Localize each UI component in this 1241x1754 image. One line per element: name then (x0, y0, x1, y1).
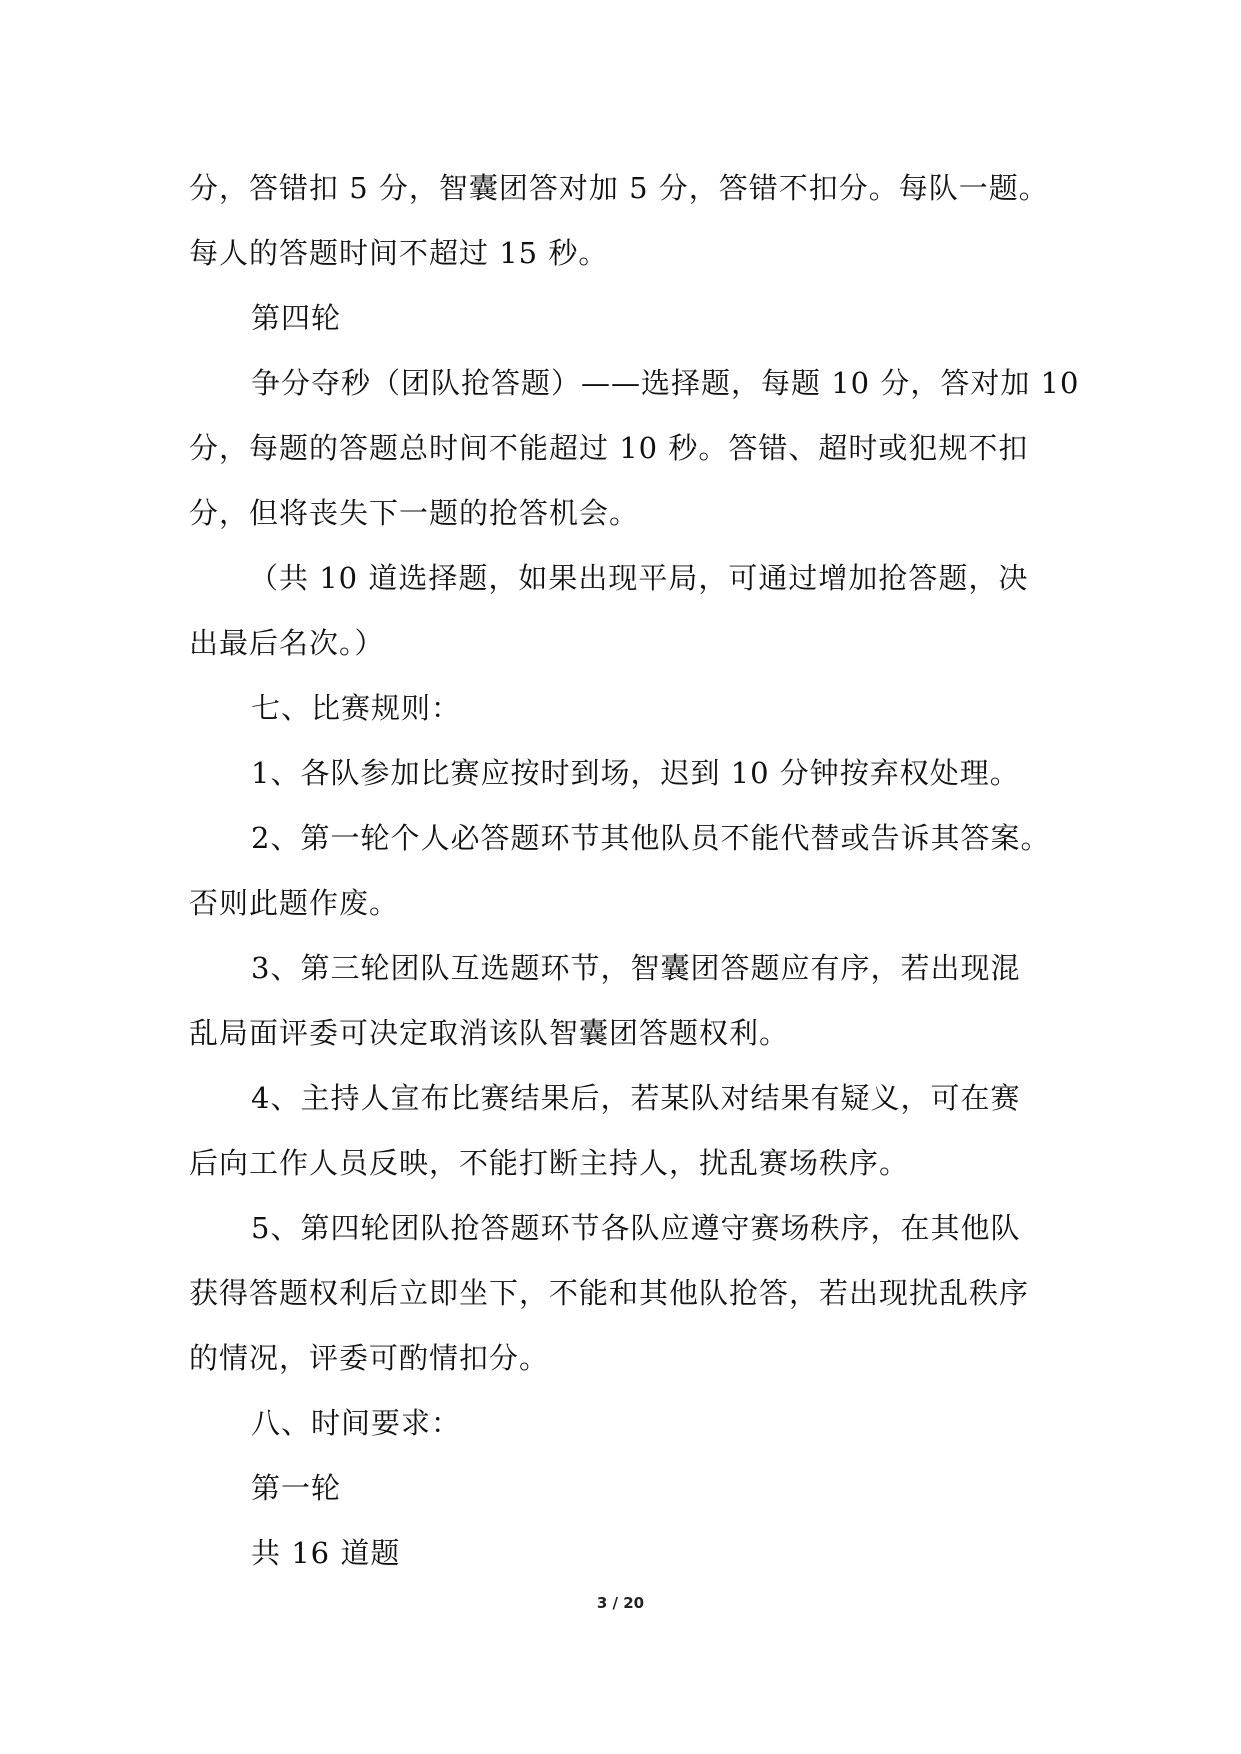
text-line: 乱局面评委可决定取消该队智囊团答题权利。 (189, 1016, 790, 1050)
rule-item: 4、主持人宣布比赛结果后，若某队对结果有疑义，可在赛 (251, 1081, 1021, 1115)
text-line: 后向工作人员反映，不能打断主持人，扰乱赛场秩序。 (189, 1146, 910, 1180)
document-body (189, 156, 1080, 1586)
rule-item: 5、第四轮团队抢答题环节各队应遵守赛场秩序，在其他队 (251, 1211, 1021, 1245)
text-line: 分，答错扣 5 分，智囊团答对加 5 分，答错不扣分。每队一题。 (189, 171, 1049, 205)
text-line: 共 16 道题 (251, 1536, 401, 1570)
text-line: 分，每题的答题总时间不能超过 10 秒。答错、超时或犯规不扣 (189, 431, 1029, 465)
text-line: 每人的答题时间不超过 15 秒。 (189, 236, 609, 270)
text-line: 获得答题权利后立即坐下，不能和其他队抢答，若出现扰乱秩序 (189, 1276, 1030, 1310)
section-heading: 八、时间要求： (251, 1406, 462, 1440)
rule-item: 1、各队参加比赛应按时到场，迟到 10 分钟按弃权处理。 (251, 756, 1020, 790)
text-line: 的情况，评委可酌情扣分。 (189, 1341, 550, 1375)
rule-item: 3、第三轮团队互选题环节，智囊团答题应有序，若出现混 (251, 951, 1021, 985)
text-line: 否则此题作废。 (189, 886, 400, 920)
rule-item: 2、第一轮个人必答题环节其他队员不能代替或告诉其答案。 (251, 821, 1051, 855)
page-number: 3 / 20 (596, 1594, 645, 1612)
text-line: 分，但将丧失下一题的抢答机会。 (189, 496, 640, 530)
text-line: 争分夺秒（团队抢答题）——选择题，每题 10 分，答对加 10 (251, 366, 1080, 400)
text-line: 出最后名次。） (189, 626, 385, 660)
section-heading: 第一轮 (251, 1471, 342, 1505)
section-heading: 第四轮 (251, 301, 342, 335)
section-heading: 七、比赛规则： (251, 691, 462, 725)
text-line: （共 10 道选择题，如果出现平局，可通过增加抢答题，决 (249, 561, 1029, 595)
